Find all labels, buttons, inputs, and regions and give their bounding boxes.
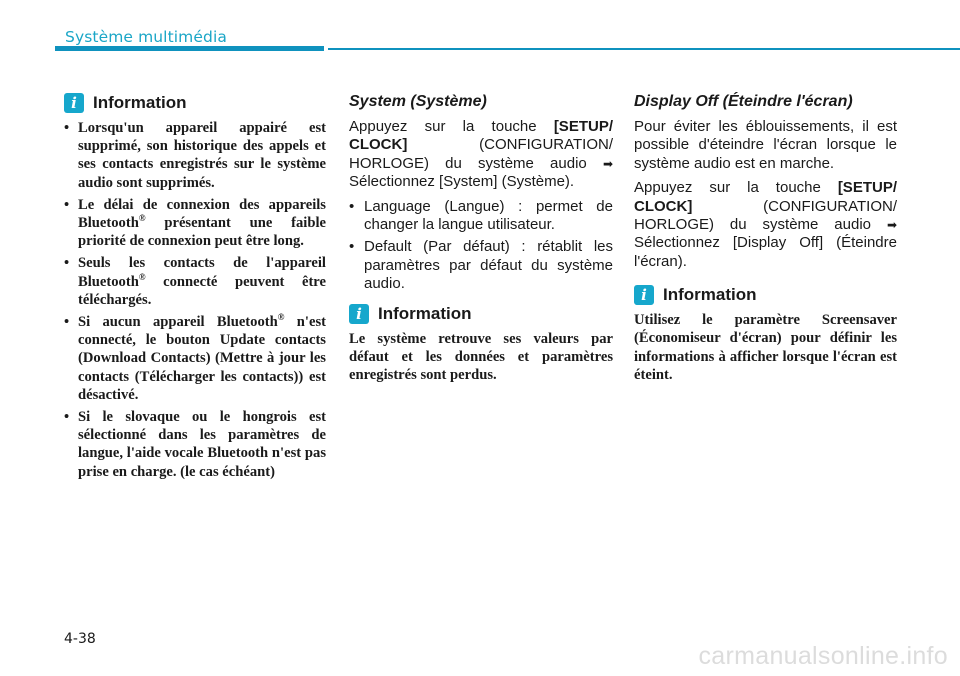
info-title: Information (93, 93, 187, 112)
info-text: Utilisez le paramètre Screensaver (Économiseur d'écran) pour définir les informations à afficher lorsque l'écran est éteint. (634, 312, 897, 383)
arrow-right-icon: ➡ (602, 156, 613, 171)
info-heading (64, 93, 326, 113)
system-instruction: Appuyez sur la touche [SETUP/ CLOCK] (CONFIGURATION/ HORLOGE) du système audio ➡ Sélectionnez [System] (Système). (349, 118, 613, 191)
info-text: Le système retrouve ses valeurs par défaut et les données et paramètres enregistrés sont perdus. (349, 330, 613, 384)
info-icon: i (349, 304, 369, 324)
info-icon: i (634, 285, 654, 305)
info-bullet: • Si le slovaque ou le hongrois est sélectionné dans les paramètres de langue, l'aide vocale Bluetooth n'est pas prise en charge. (le cas échéant) (64, 408, 326, 481)
watermark-text: carmanualsonline.info (698, 642, 948, 670)
column-right (634, 93, 897, 384)
system-option-language: • Language (Langue) : permet de changer la langue utilisateur. (349, 198, 613, 235)
display-off-instruction: Appuyez sur la touche [SETUP/ CLOCK] (CONFIGURATION/ HORLOGE) du système audio ➡ Sélectionnez [Display Off] (Éteindre l'écran). (634, 179, 897, 270)
arrow-right-icon: ➡ (886, 218, 897, 233)
info-bullet: • Seuls les contacts de l'appareil Bluetooth® connecté peuvent être téléchargés. (64, 254, 326, 309)
header-rule-thick (55, 46, 324, 51)
header-rule-thin (328, 48, 960, 50)
info-bullet: • Lorsqu'un appareil appairé est supprimé, son historique des appels et ses contacts enregistrés sur le système audio sont supprimés. (64, 119, 326, 192)
setup-clock-key: [SETUP/ CLOCK] (349, 118, 613, 154)
info-title: Information (663, 285, 757, 305)
page-number: 4-38 (64, 631, 96, 647)
section-title-system: System (Système) (349, 93, 487, 110)
system-option-default: • Default (Par défaut) : rétablit les paramètres par défaut du système audio. (349, 238, 613, 293)
info-title: Information (378, 303, 472, 323)
display-off-description: Pour éviter les éblouissements, il est possible d'éteindre l'écran lorsque le système audio est en marche. (634, 118, 897, 172)
info-heading (349, 304, 613, 324)
info-icon: i (64, 93, 84, 113)
info-heading (634, 285, 897, 305)
info-bullet: • Si aucun appareil Bluetooth® n'est connecté, le bouton Update contacts (Download Contacts) (Mettre à jour les contacts (Télécharger les contacts)) est désactivé. (64, 313, 326, 404)
header-title: Système multimédia (65, 28, 227, 46)
system-option-list (349, 198, 613, 294)
column-left (64, 93, 326, 485)
column-middle (349, 93, 613, 384)
section-title-display-off: Display Off (Éteindre l'écran) (634, 93, 853, 110)
info-bullet-list (64, 119, 326, 481)
info-bullet: • Le délai de connexion des appareils Bluetooth® présentant une faible priorité de connexion peut être long. (64, 196, 326, 251)
setup-clock-key: [SETUP/ CLOCK] (634, 179, 897, 215)
